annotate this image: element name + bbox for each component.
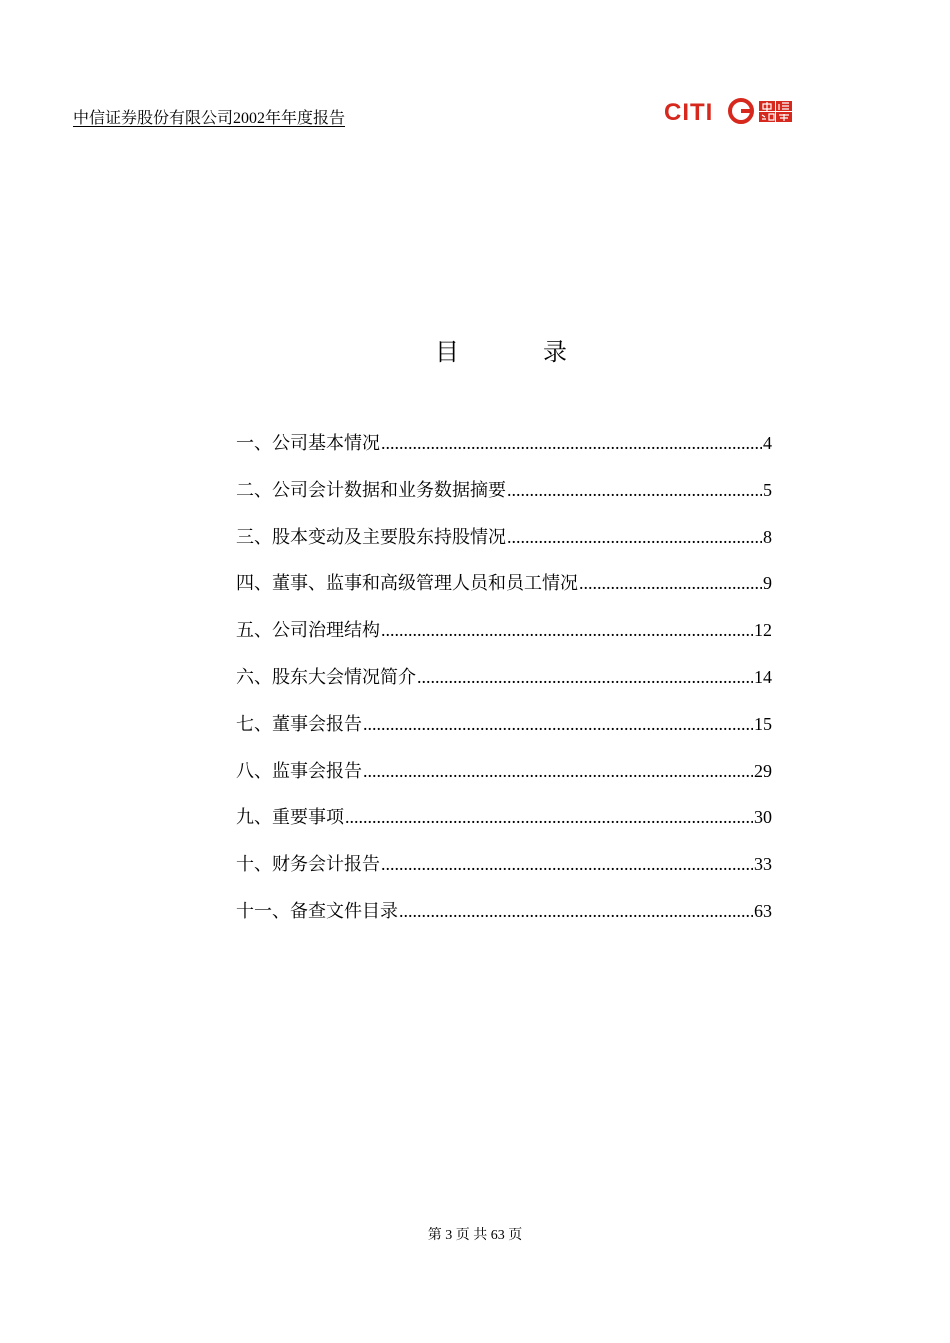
toc-entry[interactable] xyxy=(236,896,772,943)
toc-entry-page: 8 xyxy=(763,526,772,547)
document-header-title: 中信证券股份有限公司2002年年度报告 xyxy=(73,110,346,127)
svg-text:CITI: CITI xyxy=(664,99,714,126)
toc-title xyxy=(0,338,950,368)
toc-entry-label: 一、公司基本情况 xyxy=(236,433,380,453)
toc-entry-label: 八、监事会报告 xyxy=(236,760,362,781)
toc-entry-label: 五、公司治理结构 xyxy=(236,620,380,641)
toc-entry[interactable] xyxy=(236,662,772,709)
toc-dot-leader xyxy=(399,896,753,926)
toc-entry[interactable] xyxy=(236,428,772,475)
toc-dot-leader xyxy=(507,475,762,505)
toc-entry-page: 12 xyxy=(754,620,772,641)
toc-entry-page: 30 xyxy=(754,807,772,828)
toc-entry[interactable] xyxy=(236,849,772,896)
toc-title-right-char: 录 xyxy=(543,340,567,366)
toc-entry[interactable] xyxy=(236,802,772,849)
toc-dot-leader xyxy=(363,756,753,786)
toc-entry[interactable] xyxy=(236,568,772,615)
toc-dot-leader xyxy=(381,615,753,645)
toc-entry[interactable] xyxy=(236,756,772,803)
toc-title-left-char: 目 xyxy=(435,340,459,366)
toc-entry-label: 七、董事会报告 xyxy=(236,713,362,734)
toc-entry-page: 33 xyxy=(754,854,772,875)
toc-dot-leader xyxy=(381,428,762,458)
toc-entry[interactable] xyxy=(236,522,772,569)
toc-entry-page: 15 xyxy=(754,713,772,734)
toc-entry-label: 十一、备查文件目录 xyxy=(236,900,398,921)
toc-entry[interactable] xyxy=(236,475,772,522)
toc-dot-leader xyxy=(507,522,762,552)
toc-entry-page: 4 xyxy=(763,433,772,453)
toc-entry-label: 六、股东大会情况简介 xyxy=(236,666,416,687)
toc-entry-page: 14 xyxy=(754,666,772,687)
toc-entry-page: 5 xyxy=(763,479,772,500)
toc-entry-page: 29 xyxy=(754,760,772,781)
toc-entry[interactable] xyxy=(236,709,772,756)
toc-entry-label: 十、财务会计报告 xyxy=(236,854,380,875)
toc-dot-leader xyxy=(417,662,753,692)
toc-entry-label: 二、公司会计数据和业务数据摘要 xyxy=(236,479,506,500)
toc-entry-label: 四、董事、监事和高级管理人员和员工情况 xyxy=(236,573,578,594)
page-footer: 第 3 页 共 63 页 xyxy=(427,1228,523,1243)
table-of-contents xyxy=(236,428,772,943)
toc-entry-label: 三、股本变动及主要股东持股情况 xyxy=(236,526,506,547)
toc-dot-leader xyxy=(345,802,753,832)
toc-entry-page: 63 xyxy=(754,900,772,921)
toc-dot-leader xyxy=(381,849,753,879)
toc-dot-leader xyxy=(579,568,762,598)
toc-entry-label: 九、重要事项 xyxy=(236,807,344,828)
toc-dot-leader xyxy=(363,709,753,739)
toc-entry[interactable] xyxy=(236,615,772,662)
toc-entry-page: 9 xyxy=(763,573,772,594)
citic-logo xyxy=(664,96,796,126)
